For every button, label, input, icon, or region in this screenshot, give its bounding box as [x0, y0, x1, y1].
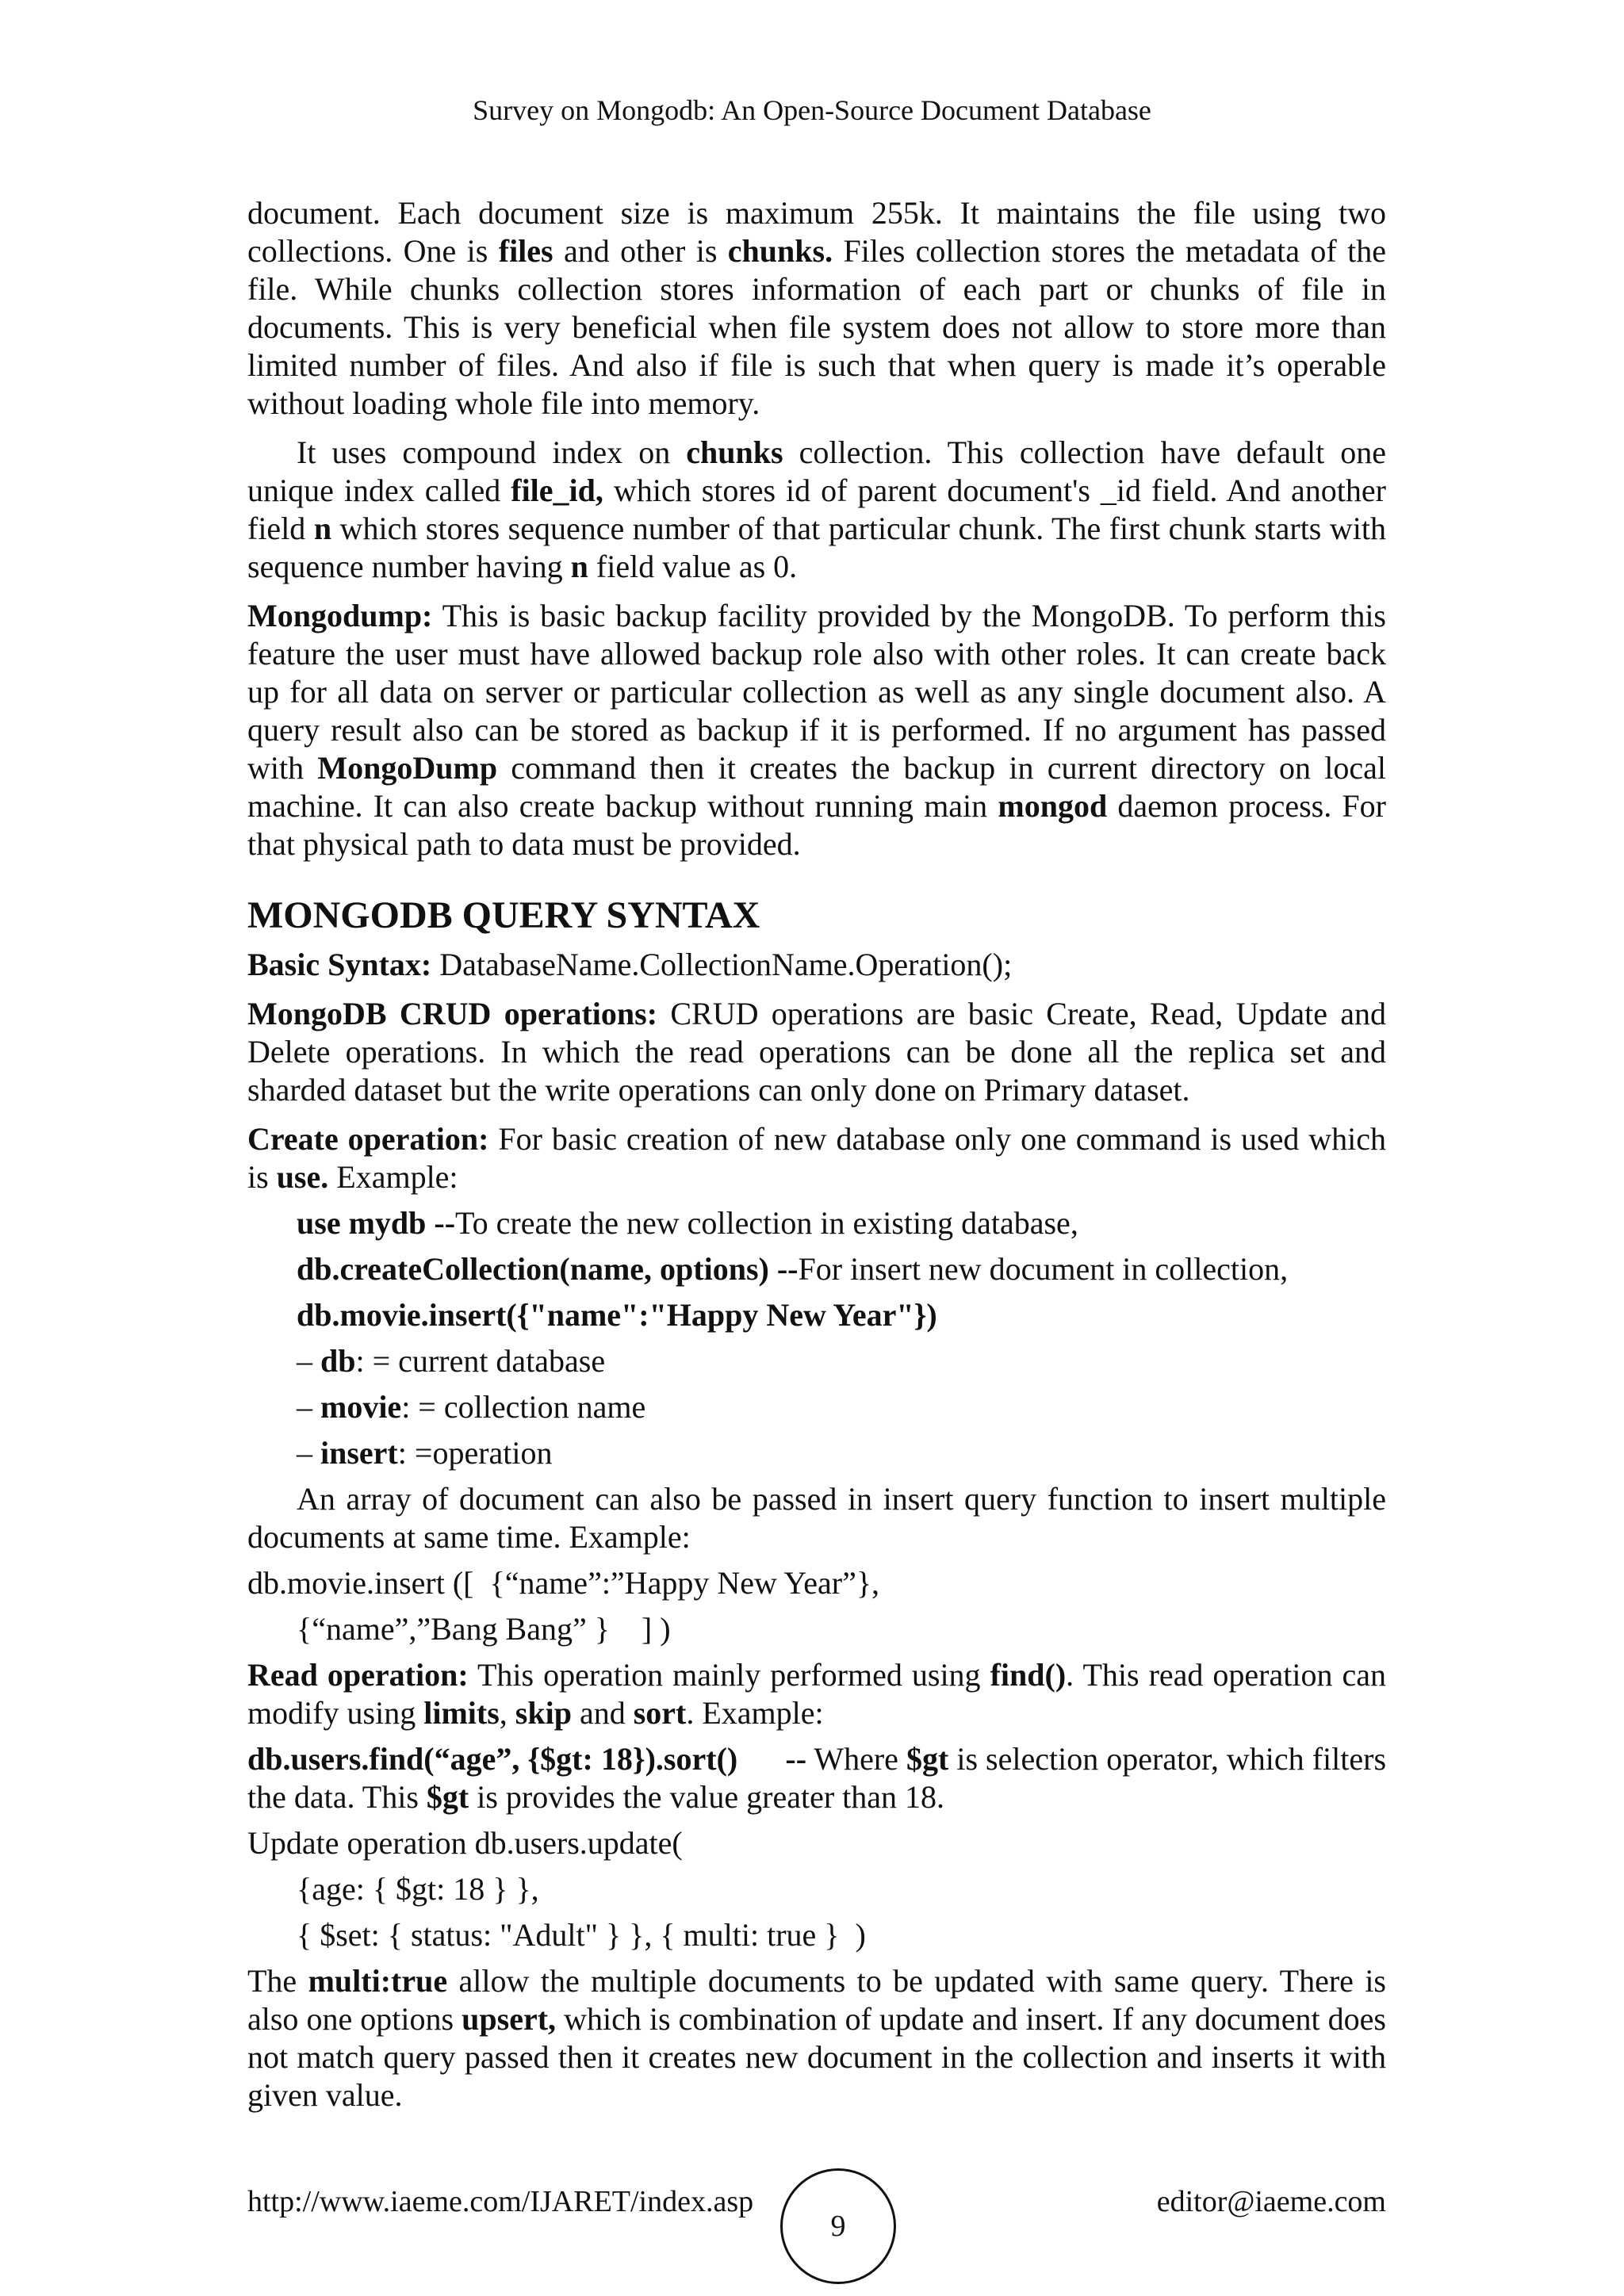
code-insert: db.movie.insert({"name":"Happy New Year"})	[297, 1297, 937, 1333]
list-item: – db: = current database	[297, 1343, 606, 1379]
section-heading: MONGODB QUERY SYNTAX	[247, 894, 760, 936]
running-header: Survey on Mongodb: An Open-Source Document Database	[473, 94, 1151, 126]
list-item: – insert: =operation	[297, 1435, 553, 1471]
paragraph-find: db.users.find(“age”, {$gt: 18}).sort() -- Where $gt is selection operator, which filters the data. This $gt is provides the value greater than 18.	[247, 1741, 1387, 1815]
code-use-mydb: use mydb --To create the new collection in existing database,	[297, 1205, 1078, 1241]
page-footer	[247, 2168, 1386, 2287]
paragraph-array-insert: An array of document can also be passed in insert query function to insert multiple documents at same time. Example:	[247, 1481, 1386, 1555]
paragraph-read: Read operation: This operation mainly performed using find(). This read operation can modify using limits, skip and sort. Example:	[247, 1657, 1387, 1731]
page-number: 9	[780, 2168, 896, 2284]
paragraph-chunks-index: It uses compound index on chunks collection. This collection have default one unique index called file_id, which stores id of parent document's _id field. And another field n which stores sequence number of that particular chunk. The first chunk starts with sequence number having n field value as 0.	[247, 434, 1386, 584]
paragraph-multi-upsert: The multi:true allow the multiple documents to be updated with same query. There is also one options upsert, which is combination of update and insert. If any document does not match query passed then it creates new document in the collection and inserts it with given value.	[247, 1963, 1387, 2113]
page-body	[247, 194, 1386, 2114]
paragraph-gridfs: document. Each document size is maximum 255k. It maintains the file using two collections. One is files and other is chunks. Files collection stores the metadata of the file. While chunks collection stores information of each part or chunks of file in documents. This is very beneficial when file system does not allow to store more than limited number of files. And also if file is such that when query is made it’s operable without loading whole file into memory.	[247, 195, 1386, 421]
code-update-arg2: { $set: { status: "Adult" } }, { multi: true } )	[297, 1917, 866, 1953]
code-insert-array-line2: {“name”,”Bang Bang” } ] )	[297, 1611, 671, 1647]
footer-email-link[interactable]: editor@iaeme.com	[1156, 2185, 1386, 2218]
paragraph-create: Create operation: For basic creation of new database only one command is used which is use. Example:	[247, 1121, 1387, 1195]
list-item: – movie: = collection name	[297, 1389, 646, 1425]
footer-url-link[interactable]: http://www.iaeme.com/IJARET/index.asp	[247, 2185, 754, 2218]
paragraph-basic-syntax: Basic Syntax: DatabaseName.CollectionName.Operation();	[247, 947, 1013, 982]
paragraph-crud: MongoDB CRUD operations: CRUD operations are basic Create, Read, Update and Delete operations. In which the read operations can be done all the replica set and sharded dataset but the write operations can only done on Primary dataset.	[247, 996, 1386, 1108]
code-update-line: Update operation db.users.update(	[247, 1825, 683, 1861]
paragraph-mongodump: Mongodump: This is basic backup facility provided by the MongoDB. To perform this feature the user must have allowed backup role also with other roles. It can create back up for all data on server or particular collection as well as any single document also. A query result also can be stored as backup if it is performed. If no argument has passed with MongoDump command then it creates the backup in current directory on local machine. It can also create backup without running main mongod daemon process. For that physical path to data must be provided.	[247, 598, 1386, 862]
code-create-collection: db.createCollection(name, options) --For insert new document in collection,	[297, 1251, 1289, 1287]
code-update-arg1: {age: { $gt: 18 } },	[297, 1871, 539, 1907]
code-insert-array-line1: db.movie.insert ([ {“name”:”Happy New Year”},	[247, 1565, 880, 1601]
